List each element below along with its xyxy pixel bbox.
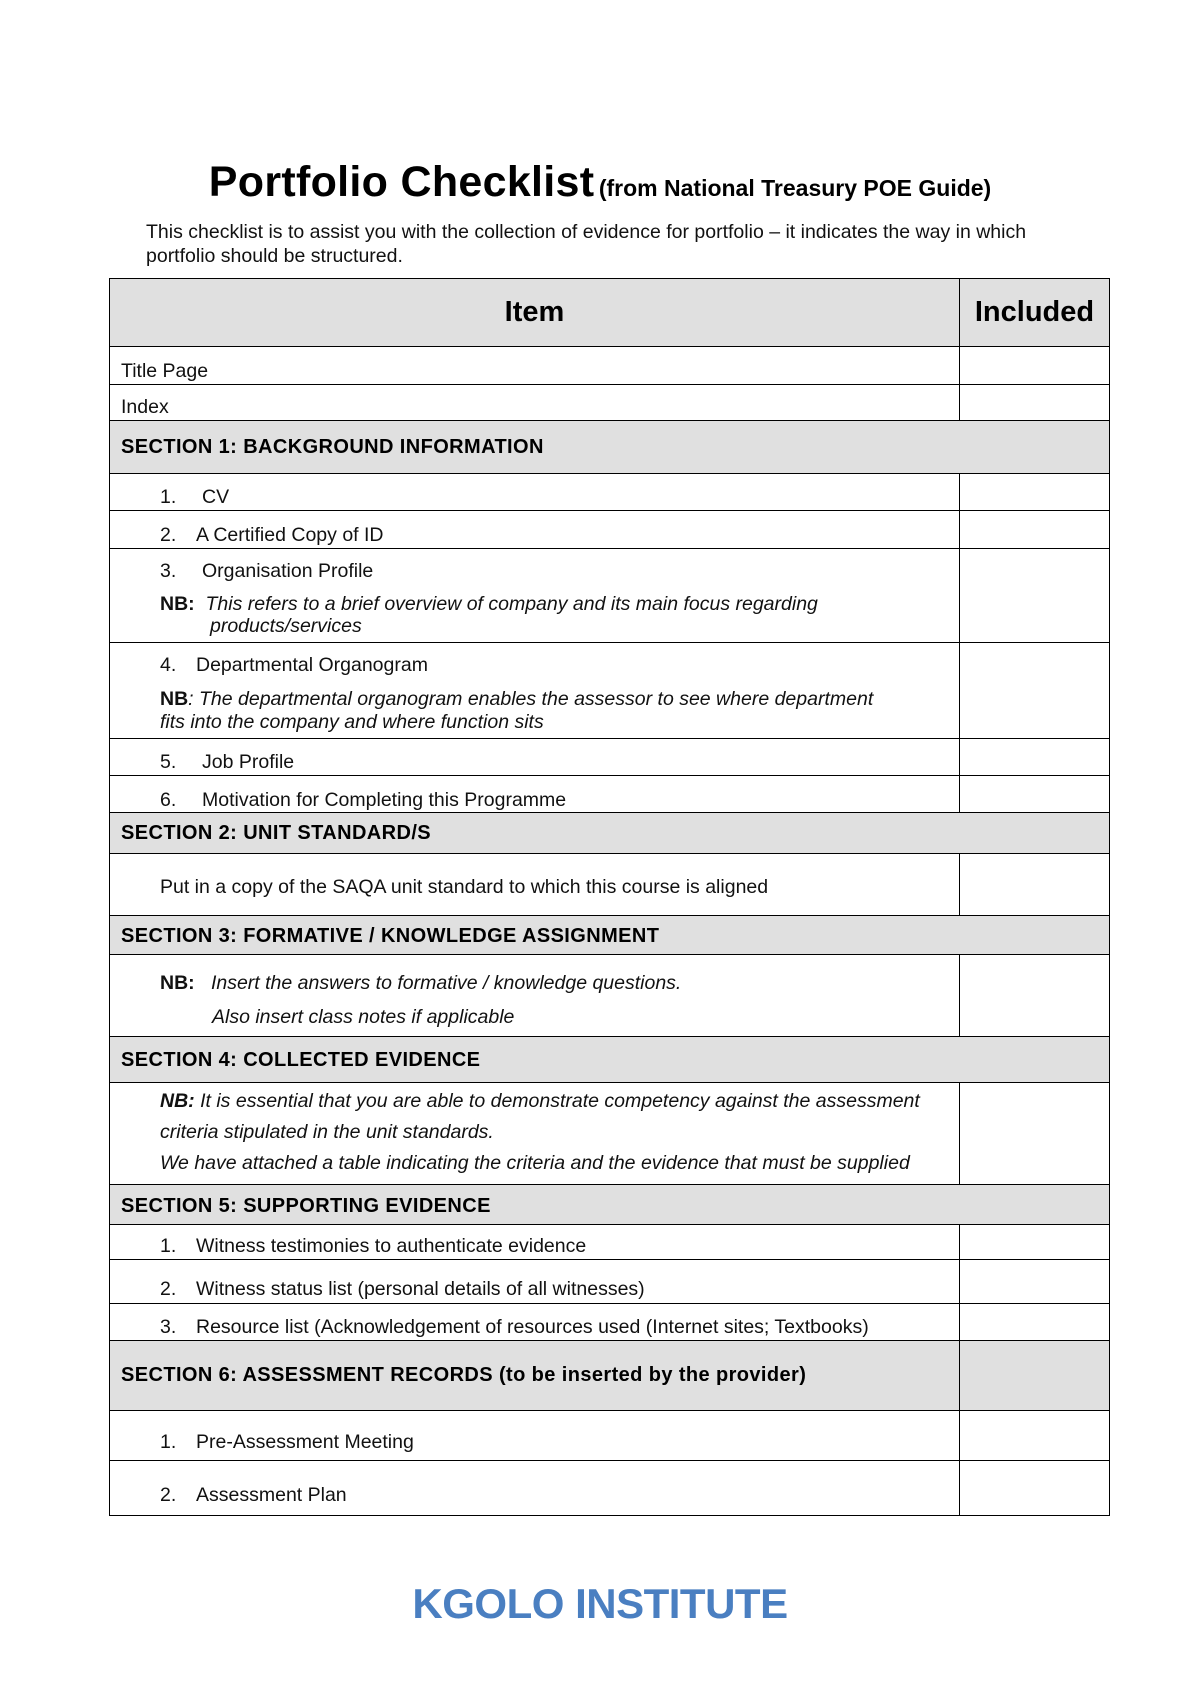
- item-number: 3.: [160, 560, 177, 582]
- included-cell[interactable]: [960, 854, 1110, 916]
- list-item: [110, 739, 960, 776]
- list-item: [110, 776, 960, 813]
- intro-line-2: portfolio should be structured.: [146, 245, 403, 267]
- nb-line: products/services: [210, 615, 362, 637]
- table-row: [110, 347, 1110, 385]
- section-row: [110, 813, 1110, 854]
- table-row: [110, 549, 1110, 643]
- section-1-title: SECTION 1: BACKGROUND INFORMATION: [121, 435, 544, 458]
- table-row: [110, 643, 1110, 739]
- included-cell[interactable]: [960, 1341, 1110, 1411]
- item-number: 1.: [160, 1235, 177, 1257]
- included-cell[interactable]: [960, 1304, 1110, 1341]
- table-row: [110, 1260, 1110, 1304]
- table-row: [110, 1304, 1110, 1341]
- included-cell[interactable]: [960, 643, 1110, 739]
- included-cell[interactable]: [960, 739, 1110, 776]
- intro-paragraph: [146, 220, 1086, 268]
- nb-note: [121, 971, 959, 995]
- nb-line: Also insert class notes if applicable: [212, 1006, 515, 1028]
- included-cell[interactable]: [960, 1411, 1110, 1461]
- table-row: [110, 1225, 1110, 1260]
- header-item: Item: [110, 279, 960, 347]
- nb-line: This refers to a brief overview of company and its main focus regarding: [205, 593, 818, 615]
- section-3-title: SECTION 3: FORMATIVE / KNOWLEDGE ASSIGNMENT: [121, 924, 660, 947]
- nb-label: NB: [160, 688, 189, 710]
- item-number: 1.: [160, 486, 177, 508]
- portfolio-checklist-table: [109, 278, 1110, 1516]
- title-subtitle: (from National Treasury POE Guide): [598, 175, 992, 201]
- nb-label: NB:: [160, 972, 195, 994]
- item-text: Witness status list (personal details of all witnesses): [196, 1278, 645, 1300]
- table-row: [110, 511, 1110, 549]
- list-item: [110, 955, 960, 1037]
- item-number: 3.: [160, 1316, 177, 1338]
- list-item: [110, 1225, 960, 1260]
- list-item: [110, 1304, 960, 1341]
- included-cell[interactable]: [960, 385, 1110, 421]
- header-row: [110, 279, 1110, 347]
- included-cell[interactable]: [960, 347, 1110, 385]
- table-row: [110, 1461, 1110, 1516]
- table-row: [110, 854, 1110, 916]
- nb-line: criteria stipulated in the unit standards.: [160, 1121, 494, 1143]
- nb-line: : The departmental organogram enables the assessor to see where department: [188, 688, 874, 710]
- table-row: [110, 1083, 1110, 1185]
- table-row: [110, 474, 1110, 511]
- table-row: [110, 739, 1110, 776]
- section-row: [110, 1341, 1110, 1411]
- item-number: 2.: [160, 1484, 177, 1506]
- section-row: [110, 421, 1110, 474]
- included-cell[interactable]: [960, 549, 1110, 643]
- item-text: Departmental Organogram: [196, 654, 428, 676]
- document-title: [0, 158, 1200, 207]
- nb-line: fits into the company and where function sits: [160, 711, 544, 733]
- nb-note: [121, 1086, 959, 1117]
- included-cell[interactable]: [960, 1225, 1110, 1260]
- title-main: Portfolio Checklist: [208, 158, 595, 206]
- nb-line: Insert the answers to formative / knowledge questions.: [210, 972, 682, 994]
- item-text: Organisation Profile: [202, 560, 374, 582]
- included-cell[interactable]: [960, 955, 1110, 1037]
- section-row: [110, 1037, 1110, 1083]
- item-number: 2.: [160, 524, 177, 546]
- list-item: [110, 643, 960, 739]
- section-4-title: SECTION 4: COLLECTED EVIDENCE: [121, 1049, 481, 1071]
- included-cell[interactable]: [960, 1083, 1110, 1185]
- included-cell[interactable]: [960, 511, 1110, 549]
- table-row: [110, 385, 1110, 421]
- nb-label: NB:: [160, 593, 195, 615]
- nb-label: NB:: [160, 1090, 195, 1112]
- header-included: Included: [960, 279, 1110, 347]
- included-cell[interactable]: [960, 1260, 1110, 1304]
- item-number: 4.: [160, 654, 177, 676]
- list-item: [110, 549, 960, 643]
- nb-line: We have attached a table indicating the criteria and the evidence that must be supplied: [160, 1152, 910, 1174]
- nb-line: It is essential that you are able to demonstrate competency against the assessment: [200, 1090, 920, 1112]
- list-item: [110, 1411, 960, 1461]
- item-text: Witness testimonies to authenticate evidence: [196, 1235, 587, 1257]
- item-text: Motivation for Completing this Programme: [202, 789, 567, 811]
- nb-note: [121, 592, 959, 616]
- included-cell[interactable]: [960, 1461, 1110, 1516]
- list-item: [110, 1083, 960, 1185]
- list-item: [110, 1260, 960, 1304]
- included-cell[interactable]: [960, 474, 1110, 511]
- item-text: Assessment Plan: [196, 1484, 347, 1506]
- item-index: Index: [110, 385, 960, 421]
- nb-note: [121, 687, 959, 711]
- item-title-page: Title Page: [110, 347, 960, 385]
- item-text: Resource list (Acknowledgement of resources used (Internet sites; Textbooks): [196, 1316, 869, 1338]
- list-item: [110, 474, 960, 511]
- item-number: 6.: [160, 789, 177, 811]
- included-cell[interactable]: [960, 776, 1110, 813]
- section-2-title: SECTION 2: UNIT STANDARD/S: [121, 821, 432, 844]
- item-text: CV: [202, 486, 230, 508]
- item-number: 5.: [160, 751, 177, 773]
- item-text: A Certified Copy of ID: [196, 524, 384, 546]
- institute-brand: KGOLO INSTITUTE: [412, 1580, 788, 1627]
- intro-line-1: This checklist is to assist you with the collection of evidence for portfolio – it indicates the way in which: [146, 221, 1027, 243]
- item-text: Pre-Assessment Meeting: [196, 1431, 414, 1453]
- section-6-title: SECTION 6: ASSESSMENT RECORDS (to be inserted by the provider): [110, 1341, 960, 1411]
- table-row: [110, 776, 1110, 813]
- list-item: Put in a copy of the SAQA unit standard to which this course is aligned: [110, 854, 960, 916]
- item-number: 1.: [160, 1431, 177, 1453]
- section-row: [110, 1185, 1110, 1225]
- item-number: 2.: [160, 1278, 177, 1300]
- section-5-title: SECTION 5: SUPPORTING EVIDENCE: [121, 1194, 491, 1217]
- table-row: [110, 1411, 1110, 1461]
- item-text: Job Profile: [202, 751, 295, 773]
- list-item: [110, 511, 960, 549]
- list-item: [110, 1461, 960, 1516]
- section-row: [110, 916, 1110, 955]
- table-row: [110, 955, 1110, 1037]
